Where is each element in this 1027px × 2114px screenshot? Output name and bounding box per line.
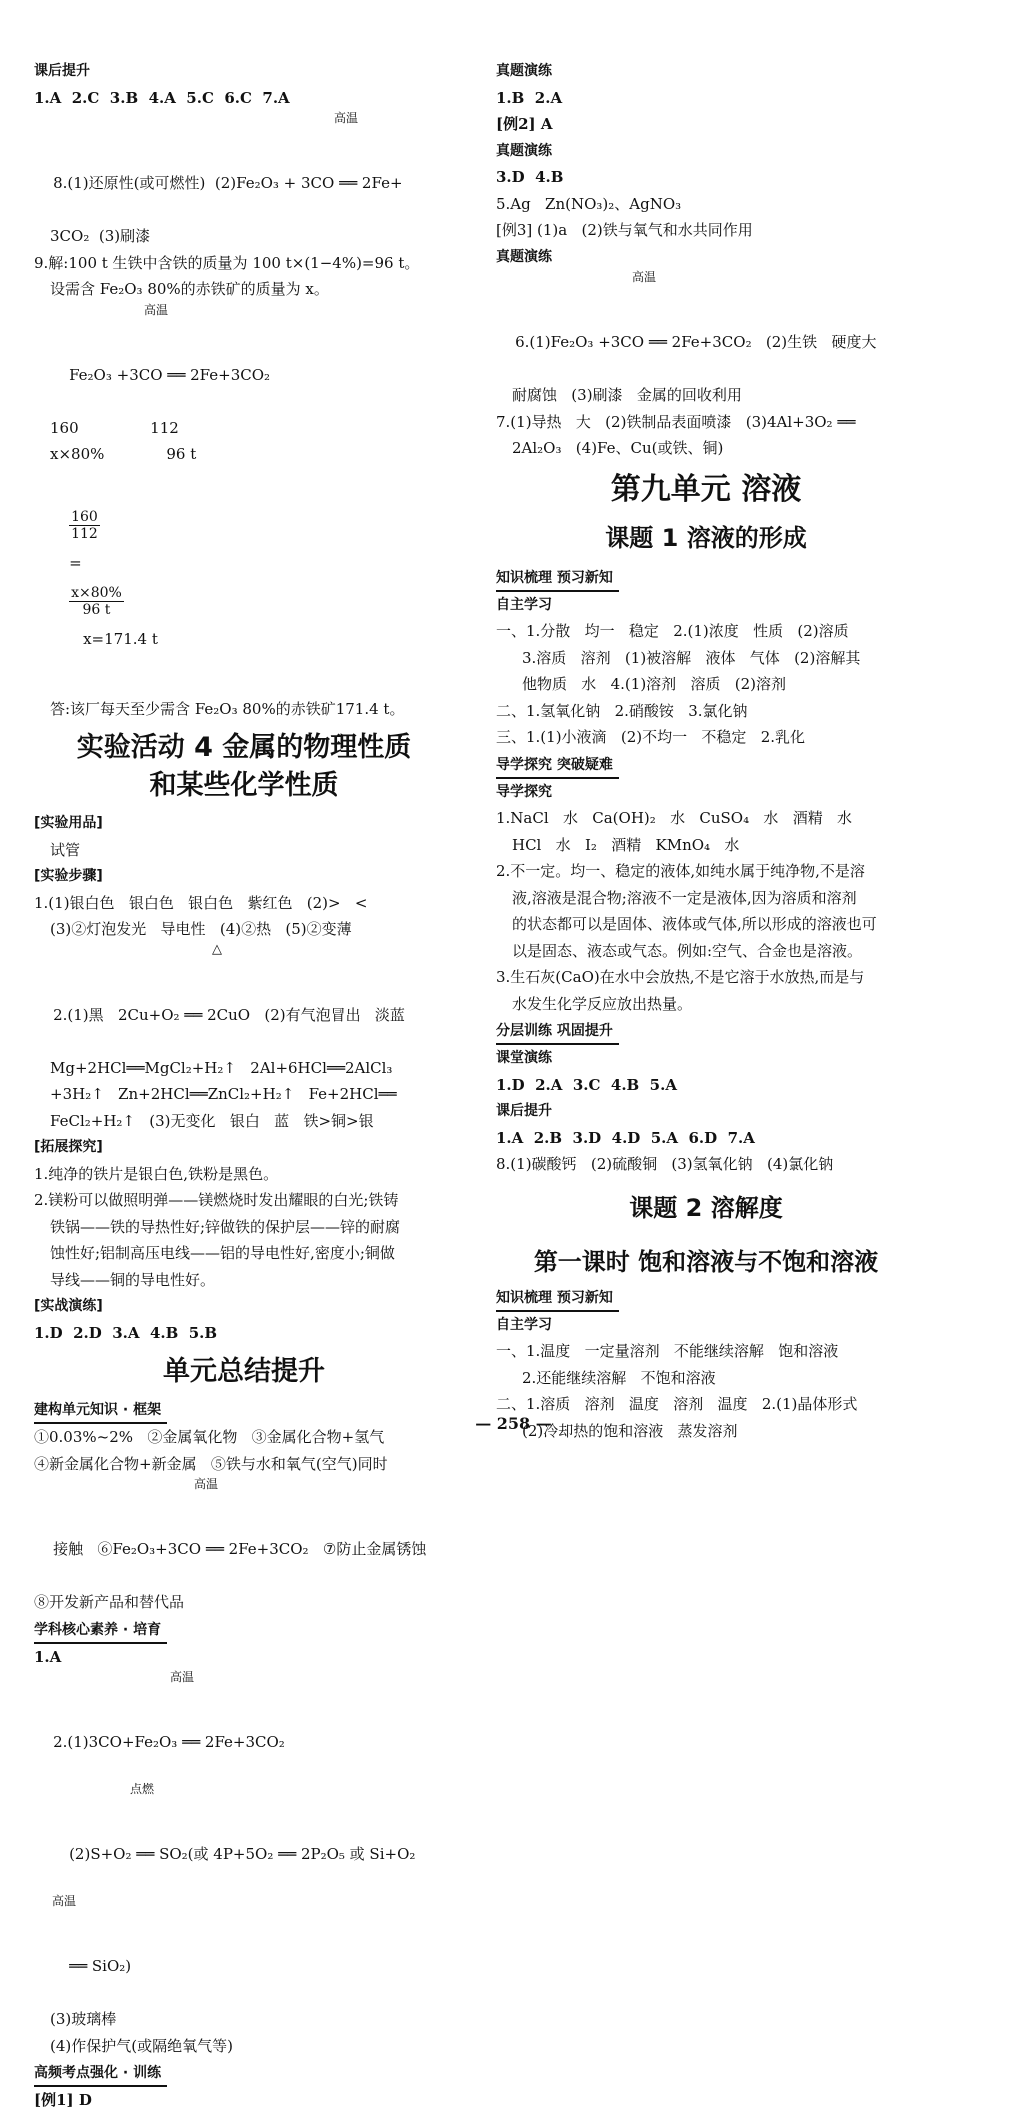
answer-line: 蚀性好;铝制高压电线——铝的导电性好,密度小;铜做 — [50, 1244, 395, 1262]
section-bar: 学科核心素养 · 培育 — [34, 1618, 167, 1644]
lesson-subtitle: 第一课时 饱和溶液与不饱和溶液 — [533, 1247, 879, 1276]
answer-line: 3.生石灰(CaO)在水中会放热,不是它溶于水放热,而是与 — [496, 968, 865, 986]
equation-condition: 高温 — [52, 1894, 77, 1908]
answer-line: 1.A 2.C 3.B 4.A 5.C 6.C 7.A — [34, 88, 290, 107]
equation-condition: 高温 — [632, 270, 657, 284]
answer-line: ④新金属化合物+新金属 ⑤铁与水和氧气(空气)同时 — [34, 1454, 388, 1473]
section-bar: 分层训练 巩固提升 — [496, 1019, 619, 1045]
lesson-title: 课题 1 溶液的形成 — [605, 523, 807, 552]
answer-line: (4)作保护气(或隔绝氧气等) — [50, 2036, 233, 2055]
answer-line: 7.(1)导热 大 (2)铁制品表面喷漆 (3)4Al+3O₂ ══ — [496, 412, 856, 431]
answer-line: 二、1.溶质 溶剂 温度 溶剂 温度 2.(1)晶体形式 — [496, 1395, 858, 1413]
chapter-title: 实验活动 4 金属的物理性质 — [76, 732, 412, 763]
answer-line: 3.D 4.B — [496, 168, 564, 186]
equation-condition: 点燃 — [130, 1782, 155, 1796]
answer-line: 1.D 2.D 3.A 4.B 5.B — [34, 1323, 218, 1342]
answer-line: 9.解:100 t 生铁中含铁的质量为 100 t×(1−4%)=96 t。 — [34, 253, 420, 272]
answer-line: (3)②灯泡发光 导电性 (4)②热 (5)②变薄 — [50, 920, 352, 938]
answer-line: HCl 水 I₂ 酒精 KMnO₄ 水 — [512, 835, 740, 854]
answer-line: 5.Ag Zn(NO₃)₂、AgNO₃ — [496, 194, 682, 213]
answer-line: 1.A 2.B 3.D 4.D 5.A 6.D 7.A — [496, 1128, 755, 1147]
answer-text: (2)S+O₂ ══ SO₂(或 4P+5O₂ ══ 2P₂O₅ 或 Si+O₂ — [69, 1845, 416, 1863]
answer-line: 耐腐蚀 (3)刷漆 金属的回收利用 — [512, 386, 742, 404]
answer-line: (2)冷却热的饱和溶液 蒸发溶剂 — [522, 1421, 738, 1440]
left-column — [34, 58, 454, 2114]
calc-line: x×80% 96 t — [50, 445, 197, 463]
chapter-title: 单元总结提升 — [163, 1356, 325, 1387]
answer-line: 以是固态、液态或气态。例如:空气、合金也是溶液。 — [512, 941, 863, 960]
answer-line: (3)玻璃棒 — [50, 2010, 117, 2028]
answer-line: 2Al₂O₃ (4)Fe、Cu(或铁、铜) — [512, 439, 724, 457]
section-heading: 自主学习 — [496, 1316, 552, 1333]
answer-line: 二、1.氢氧化钠 2.硝酸铵 3.氯化钠 — [496, 701, 748, 720]
answer-line: 铁锅——铁的导热性好;锌做铁的保护层——锌的耐腐 — [50, 1217, 401, 1236]
answer-line: 设需含 Fe₂O₃ 80%的赤铁矿的质量为 x。 — [50, 280, 329, 298]
equation-condition: 高温 — [194, 1477, 219, 1491]
answer-line: Mg+2HCl══MgCl₂+H₂↑ 2Al+6HCl══2AlCl₃ — [50, 1058, 393, 1077]
answer-line: ⑧开发新产品和替代品 — [34, 1593, 185, 1611]
answer-line: 一、1.温度 一定量溶剂 不能继续溶解 饱和溶液 — [496, 1342, 839, 1360]
answer-text: 2.(1)3CO+Fe₂O₃ ══ 2Fe+3CO₂ — [53, 1733, 285, 1751]
answer-line: +3H₂↑ Zn+2HCl══ZnCl₂+H₂↑ Fe+2HCl══ — [50, 1085, 397, 1103]
answer-line: 液,溶液是混合物;溶液不一定是液体,因为溶质和溶剂 — [512, 888, 857, 907]
answer-line: 1.(1)银白色 银白色 银白色 紫红色 (2)> < — [34, 893, 368, 912]
answer-text: 2.(1)黑 2Cu+O₂ ══ 2CuO (2)有气泡冒出 淡蓝 — [53, 1005, 405, 1024]
answer-line — [34, 943, 454, 1055]
section-heading: 课后提升 — [34, 63, 90, 79]
section-heading: [实战演练] — [34, 1298, 103, 1314]
answer-line: 三、1.(1)小液滴 (2)不均一 不稳定 2.乳化 — [496, 728, 806, 746]
answer-line: 的状态都可以是固体、液体或气体,所以形成的溶液也可 — [512, 915, 877, 933]
unit-title: 第九单元 溶液 — [610, 471, 802, 507]
answer-text: 接触 ⑥Fe₂O₃+3CO ══ 2Fe+3CO₂ ⑦防止金属锈蚀 — [53, 1540, 427, 1558]
section-heading: [拓展探究] — [34, 1139, 103, 1155]
equation-condition: 高温 — [334, 111, 359, 125]
section-heading: 真题演练 — [496, 142, 552, 159]
section-bar: 导学探究 突破疑难 — [496, 753, 619, 779]
equation-condition: 高温 — [144, 302, 169, 317]
equation-text: Fe₂O₃ +3CO ══ 2Fe+3CO₂ — [69, 365, 271, 384]
answer-line: 1.A — [34, 1647, 62, 1666]
fraction: $\frac{160}{112}$ — [71, 509, 98, 542]
answer-line: [例3] (1)a (2)铁与氧气和水共同作用 — [496, 221, 753, 239]
answer-line: 3.溶质 溶剂 (1)被溶解 液体 气体 (2)溶解其 — [522, 648, 861, 667]
calc-line: 160 112 — [50, 418, 179, 437]
answer-line: FeCl₂+H₂↑ (3)无变化 银白 蓝 铁>铜>银 — [50, 1111, 374, 1130]
answer-line — [34, 111, 454, 223]
answer-line: [例2] A — [496, 115, 553, 133]
section-heading: 真题演练 — [496, 63, 552, 79]
answer-text: ══ SiO₂) — [69, 1957, 132, 1975]
answer-line: 他物质 水 4.(1)溶剂 溶质 (2)溶剂 — [522, 675, 787, 693]
chapter-title: 和某些化学性质 — [149, 770, 339, 801]
section-bar: 建构单元知识 · 框架 — [34, 1398, 167, 1424]
answer-line: 答:该厂每天至少需含 Fe₂O₃ 80%的赤铁矿171.4 t。 — [50, 699, 405, 718]
answer-line: 一、1.分散 均一 稳定 2.(1)浓度 性质 (2)溶质 — [496, 622, 849, 640]
answer-line: 2.不一定。均一、稳定的液体,如纯水属于纯净物,不是溶 — [496, 862, 865, 880]
proportion-line: $\frac{160}{112}$ = $\frac{x\times 80\%}{96 t}$ x=171.4 t — [69, 509, 158, 648]
answer-text: 8.(1)还原性(或可燃性) (2)Fe₂O₃ + 3CO ══ 2Fe+ — [53, 174, 403, 192]
answer-line: 水发生化学反应放出热量。 — [512, 994, 693, 1013]
answer-line: 2.还能继续溶解 不饱和溶液 — [522, 1368, 716, 1387]
equation-condition: △ — [212, 941, 222, 957]
answer-line: 导线——铜的导电性好。 — [50, 1270, 216, 1289]
answer-text: 6.(1)Fe₂O₃ +3CO ══ 2Fe+3CO₂ (2)生铁 硬度大 — [515, 333, 877, 351]
answer-line: 1.NaCl 水 Ca(OH)₂ 水 CuSO₄ 水 酒精 水 — [496, 809, 853, 827]
answer-line — [34, 1782, 454, 1894]
section-bar: 知识梳理 预习新知 — [496, 1286, 619, 1312]
answer-line: 3CO₂ (3)刷漆 — [50, 227, 151, 245]
section-heading: [实验用品] — [34, 815, 103, 831]
answer-line: 1.纯净的铁片是银白色,铁粉是黑色。 — [34, 1164, 279, 1183]
answer-line: 1.D 2.A 3.C 4.B 5.A — [496, 1075, 677, 1094]
lesson-title: 课题 2 溶解度 — [629, 1193, 783, 1222]
section-bar: 知识梳理 预习新知 — [496, 566, 619, 592]
equation-condition: 高温 — [170, 1670, 195, 1684]
answer-line — [34, 1670, 454, 1782]
page-number: — 258 — — [475, 1414, 552, 1433]
answer-line: [例1] D — [34, 2091, 92, 2109]
section-heading: 自主学习 — [496, 596, 552, 613]
section-heading: 导学探究 — [496, 783, 552, 800]
section-heading: 课堂演练 — [496, 1050, 552, 1066]
section-heading: 真题演练 — [496, 248, 552, 265]
answer-line — [34, 1477, 454, 1589]
answer-line: 8.(1)碳酸钙 (2)硫酸铜 (3)氢氧化钠 (4)氯化钠 — [496, 1155, 834, 1173]
answer-line: ①0.03%~2% ②金属氧化物 ③金属化合物+氢气 — [34, 1428, 385, 1446]
answer-line — [496, 270, 916, 382]
answer-line: 2.镁粉可以做照明弹——镁燃烧时发出耀眼的白光;铁铸 — [34, 1191, 399, 1209]
answer-line: 试管 — [50, 840, 81, 859]
section-heading: [实验步骤] — [34, 868, 103, 884]
fraction: $\frac{x\times 80\%}{96 t}$ — [71, 585, 122, 618]
section-bar: 高频考点强化 · 训练 — [34, 2061, 167, 2087]
section-heading: 课后提升 — [496, 1103, 552, 1119]
right-column — [496, 58, 916, 1444]
equation-line — [34, 303, 454, 415]
answer-line: 1.B 2.A — [496, 88, 563, 107]
answer-line — [34, 1894, 454, 2006]
